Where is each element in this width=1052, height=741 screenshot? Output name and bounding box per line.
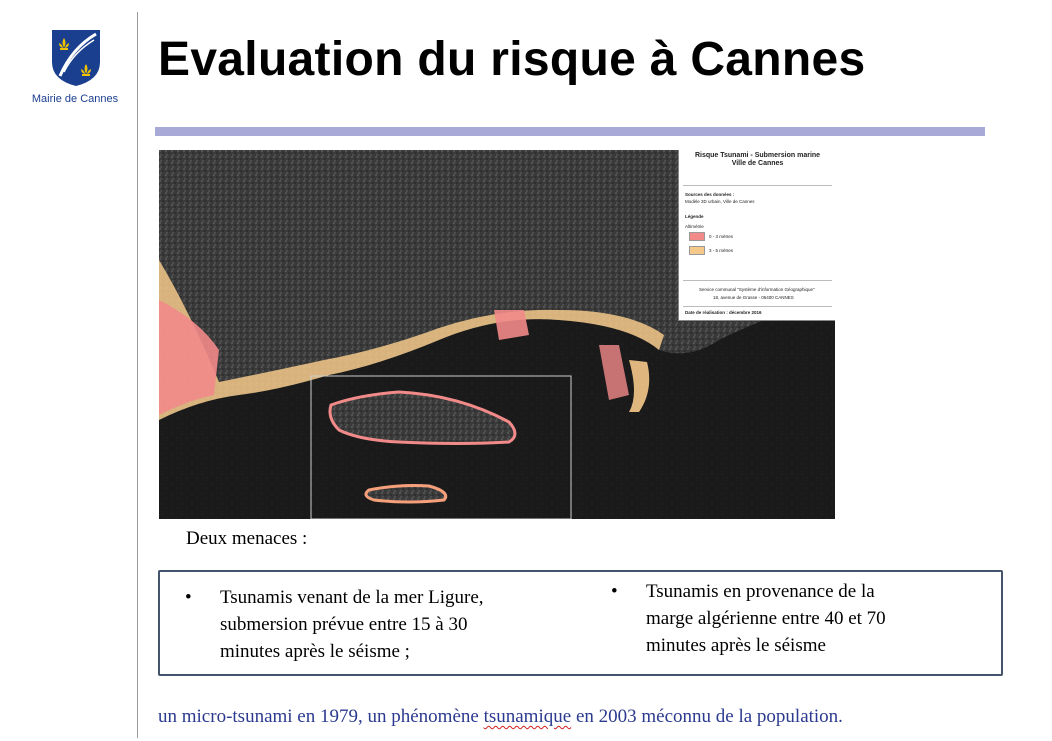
threats-heading: Deux menaces : [186, 528, 308, 549]
logo-caption: Mairie de Cannes [31, 93, 119, 105]
legend-date: Date de réalisation : décembre 2016 [685, 310, 762, 315]
threat-line: minutes après le séisme ; [220, 641, 410, 662]
threat-line: Tsunamis en provenance de la [646, 581, 875, 602]
legend-sources-label: Sources des données : [685, 192, 735, 197]
bullet-icon: • [185, 587, 192, 608]
footer-note [158, 706, 843, 728]
legend-title-line2: Ville de Cannes [731, 160, 784, 167]
legend-service-line1: Service communal "Système d'information Géographique" [699, 287, 815, 292]
footer-spellcheck-word: tsunamique [483, 706, 572, 727]
footer-text-before: un micro-tsunami en 1979, un phénomène [158, 706, 484, 727]
tsunami-risk-map [159, 150, 835, 519]
legend-divider [683, 185, 832, 186]
threat-line: minutes après le séisme [646, 635, 826, 656]
legend-divider [683, 306, 832, 307]
legend-item1-label: 0 - 3 mètres [709, 234, 734, 239]
fleur-de-lis-shield-icon [50, 28, 102, 88]
page-title: Evaluation du risque à Cannes [158, 33, 866, 86]
footer-text-after: en 2003 méconnu de la population. [571, 706, 843, 727]
legend-item2-label: 3 - 5 mètres [709, 248, 734, 253]
legend-altimetry-label: Altimétrie [685, 224, 704, 229]
threat-line: submersion prévue entre 15 à 30 [220, 614, 468, 635]
vertical-divider [137, 12, 138, 738]
legend-label: Légende [685, 214, 704, 219]
mairie-logo [50, 28, 102, 88]
map-legend [678, 150, 835, 321]
legend-swatch-0-3 [689, 232, 705, 241]
threats-box [158, 570, 1003, 676]
threat-item-algerian [611, 578, 886, 659]
legend-service-line2: 18, avenue de Grasse - 06400 CANNES [713, 295, 794, 300]
legend-divider [683, 280, 832, 281]
threat-line: Tsunamis venant de la mer Ligure, [220, 587, 484, 608]
title-underline-bar [155, 127, 985, 136]
threat-line: marge algérienne entre 40 et 70 [646, 608, 886, 629]
bullet-icon: • [611, 581, 618, 602]
legend-swatch-3-5 [689, 246, 705, 255]
threat-item-ligurian [185, 584, 484, 665]
legend-title-line1: Risque Tsunami - Submersion marine [694, 152, 821, 159]
legend-sources-value: Modèle 3D urbain, Ville de Cannes [685, 199, 755, 204]
